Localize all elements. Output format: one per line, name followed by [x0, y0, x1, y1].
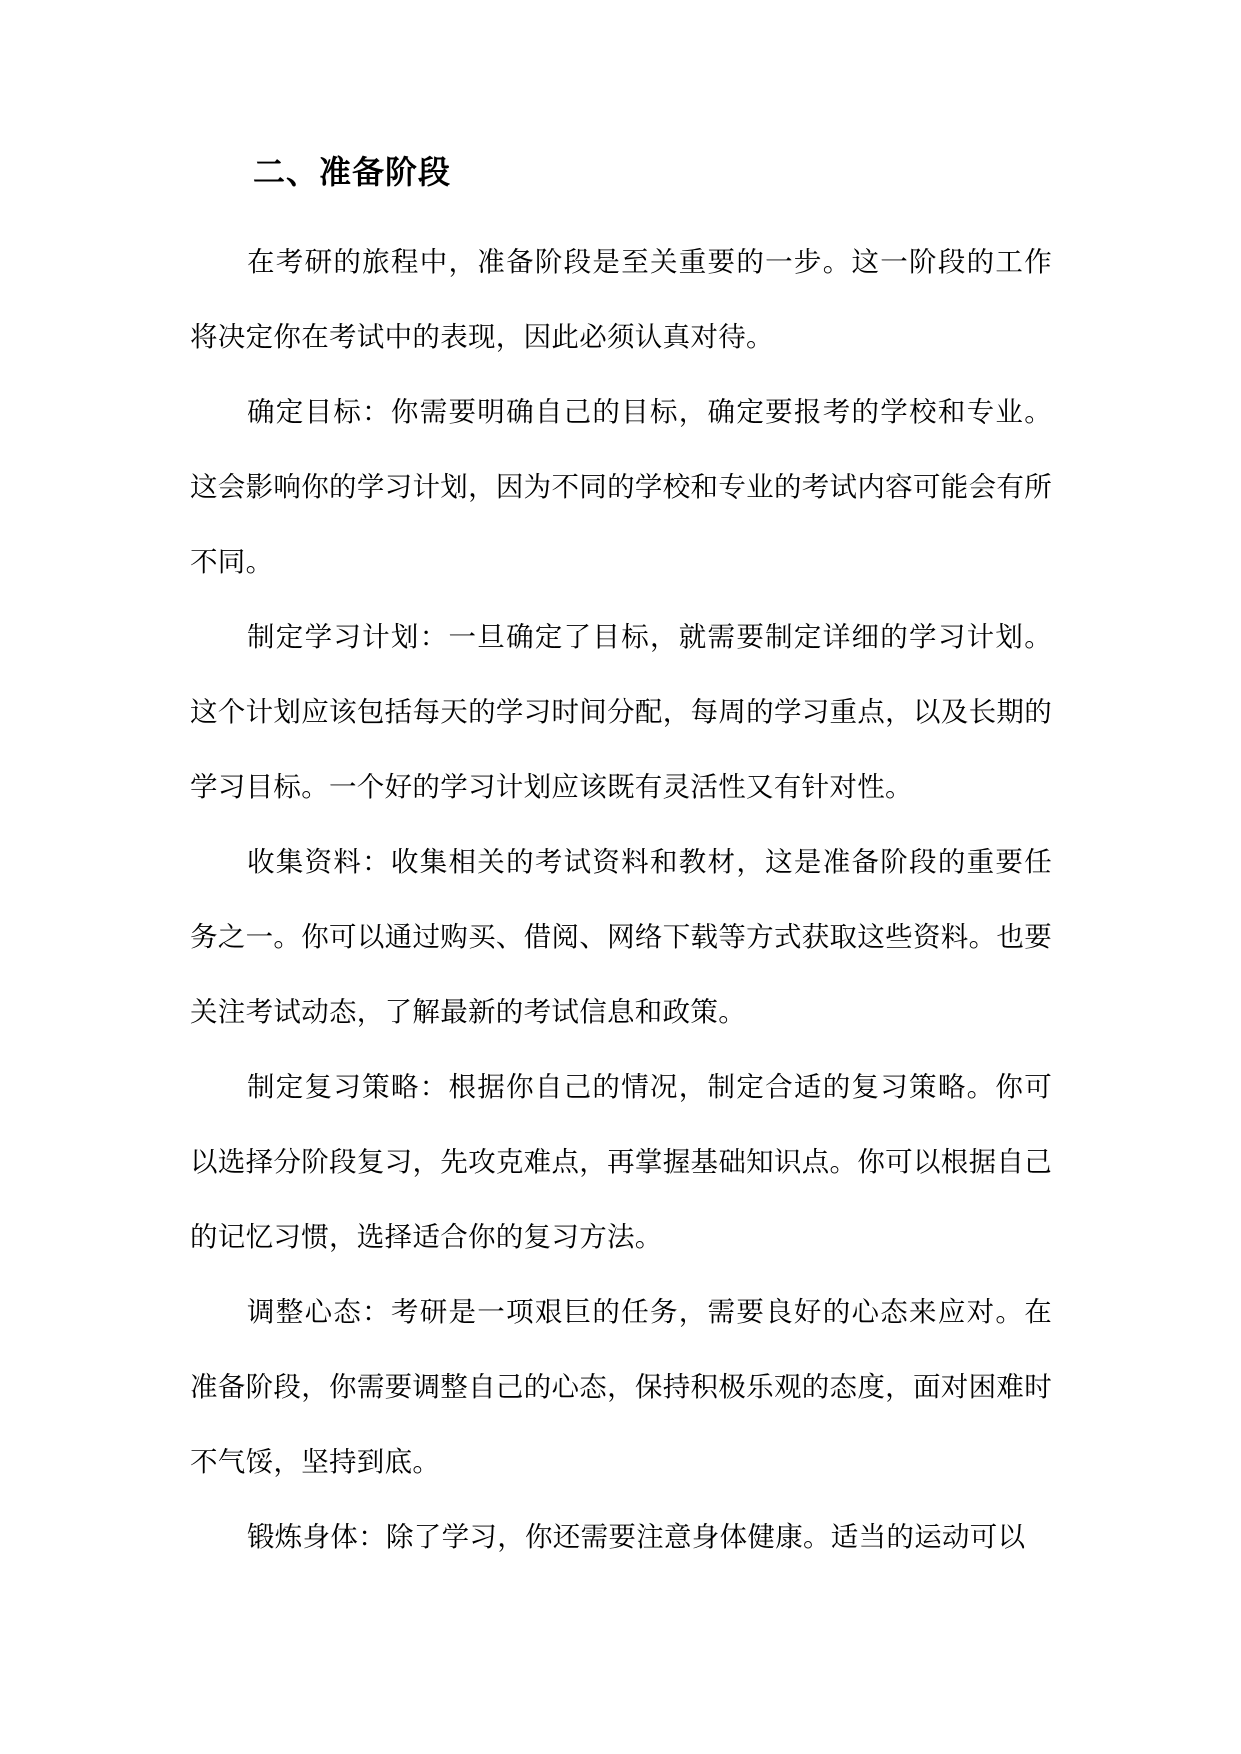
- paragraph-adjust-mindset: 调整心态：考研是一项艰巨的任务，需要良好的心态来应对。在准备阶段，你需要调整自己的心态，保持积极乐观的态度，面对困难时不气馁，坚持到底。: [190, 1296, 1052, 1478]
- paragraph-study-plan: 制定学习计划：一旦确定了目标，就需要制定详细的学习计划。这个计划应该包括每天的学习时间分配，每周的学习重点，以及长期的学习目标。一个好的学习计划应该既有灵活性又有针对性。: [190, 621, 1052, 803]
- paragraph-collect-materials: 收集资料：收集相关的考试资料和教材，这是准备阶段的重要任务之一。你可以通过购买、借阅、网络下载等方式获取这些资料。也要关注考试动态，了解最新的考试信息和政策。: [190, 846, 1052, 1028]
- paragraph-exercise: 锻炼身体：除了学习，你还需要注意身体健康。适当的运动可以: [247, 1521, 1026, 1553]
- paragraph-intro: 在考研的旅程中，准备阶段是至关重要的一步。这一阶段的工作将决定你在考试中的表现，因此必须认真对待。: [190, 246, 1052, 353]
- paragraph-set-goals: 确定目标：你需要明确自己的目标，确定要报考的学校和专业。这会影响你的学习计划，因为不同的学校和专业的考试内容可能会有所不同。: [190, 396, 1052, 578]
- section-heading: 二、准备阶段: [253, 153, 452, 191]
- paragraph-review-strategy: 制定复习策略：根据你自己的情况，制定合适的复习策略。你可以选择分阶段复习，先攻克难点，再掌握基础知识点。你可以根据自己的记忆习惯，选择适合你的复习方法。: [190, 1071, 1052, 1253]
- document-body: [190, 225, 1052, 1575]
